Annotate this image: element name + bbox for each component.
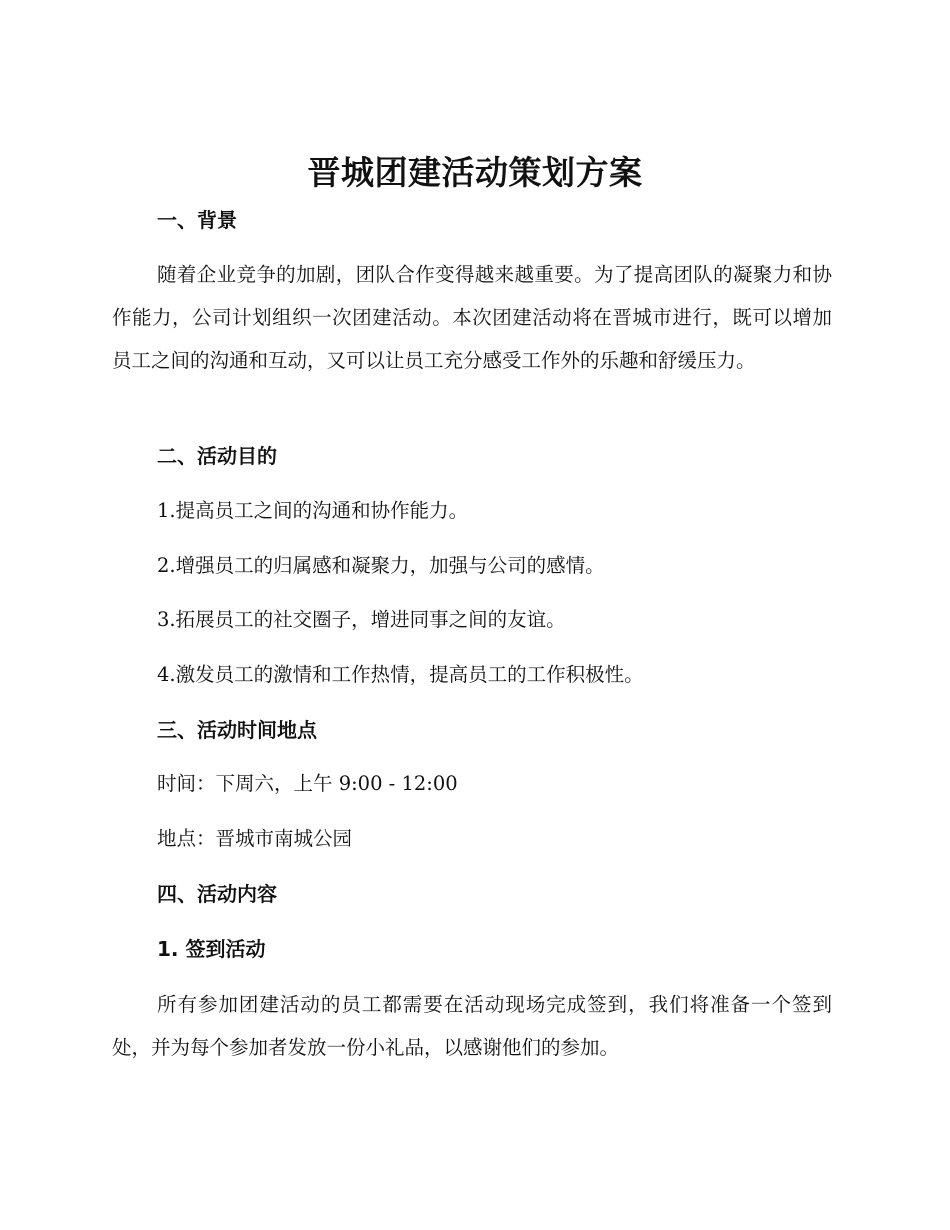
event-time: 时间：下周六，上午 9:00 - 12:00 (157, 772, 458, 795)
section-heading-content: 四、活动内容 (157, 882, 277, 906)
section-heading-goals: 二、活动目的 (157, 444, 277, 468)
goal-item-3: 3.拓展员工的社交圈子，增进同事之间的友谊。 (157, 608, 566, 631)
background-paragraph: 随着企业竞争的加剧，团队合作变得越来越重要。为了提高团队的凝聚力和协作能力，公司计划组织一次团建活动。本次团建活动将在晋城市进行，既可以增加员工之间的沟通和互动，又可以让员工充分感受工作外的乐趣和舒缓压力。 (112, 263, 832, 372)
event-place: 地点：晋城市南城公园 (157, 827, 353, 850)
goal-item-4: 4.激发员工的激情和工作热情，提高员工的工作积极性。 (157, 663, 644, 686)
subsection-heading-checkin: 1. 签到活动 (157, 937, 266, 961)
section-heading-background: 一、背景 (157, 208, 237, 232)
checkin-paragraph: 所有参加团建活动的员工都需要在活动现场完成签到，我们将准备一个签到处，并为每个参加者发放一份小礼品，以感谢他们的参加。 (112, 993, 832, 1059)
document-title: 晋城团建活动策划方案 (307, 153, 643, 192)
goal-item-2: 2.增强员工的归属感和凝聚力，加强与公司的感情。 (157, 554, 605, 577)
goal-item-1: 1.提高员工之间的沟通和协作能力。 (157, 499, 469, 522)
section-heading-time-place: 三、活动时间地点 (157, 718, 317, 742)
